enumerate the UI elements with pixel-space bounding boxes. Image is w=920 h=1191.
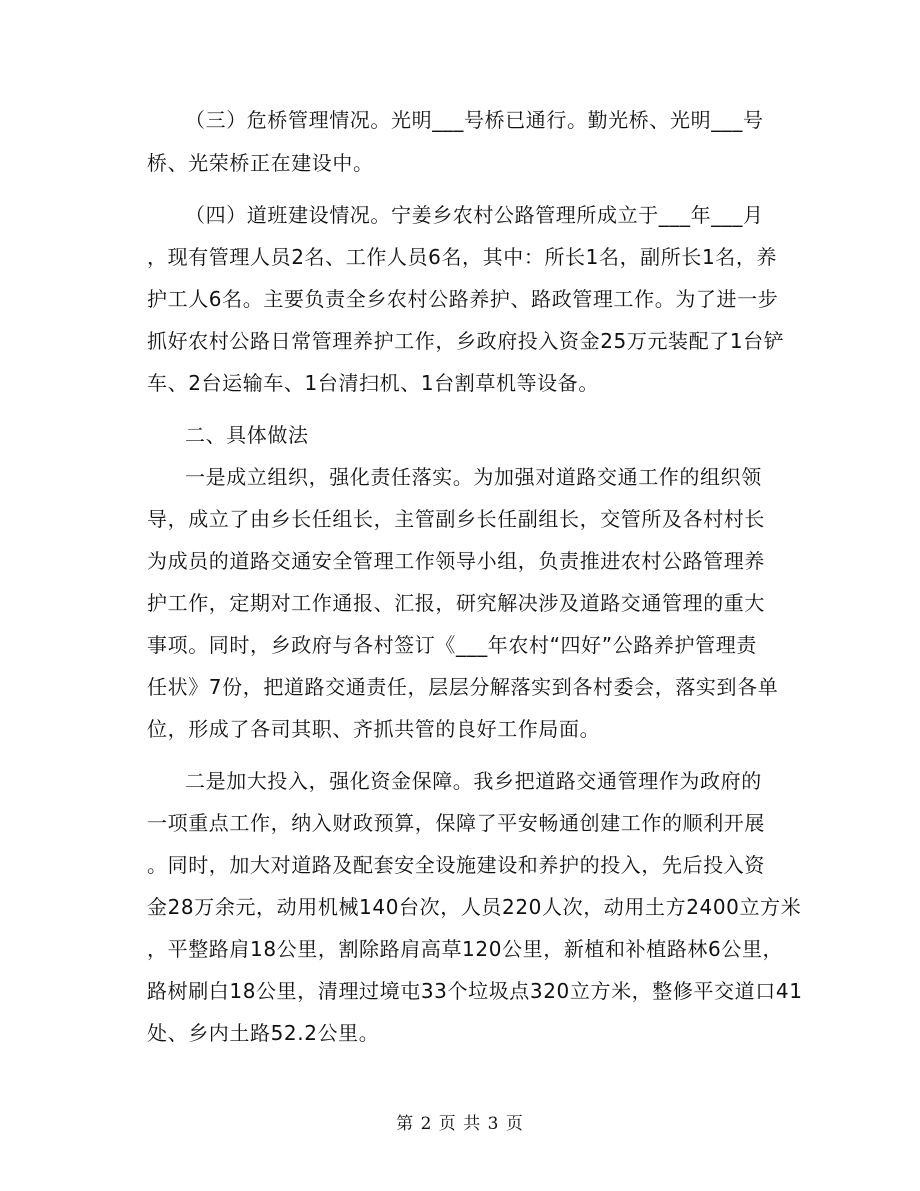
paragraph-line: 事项。同时，乡政府与各村签订《___年农村“四好”公路养护管理责 [147, 633, 757, 657]
paragraph-line: 护工作，定期对工作通报、汇报，研究解决涉及道路交通管理的重大 [147, 591, 765, 615]
paragraph-line: 路树刷白18公里，清理过境屯33个垃圾点320立方米，整修平交道口41 [147, 979, 803, 1003]
page-number-footer: 第 2 页 共 3 页 [396, 1114, 524, 1134]
paragraph-line: 护工人6名。主要负责全乡农村公路养护、路政管理工作。为了进一步 [147, 287, 779, 311]
paragraph-line: 二是加大投入，强化资金保障。我乡把道路交通管理作为政府的 [185, 769, 762, 793]
paragraph-line: （三）危桥管理情况。光明___号桥已通行。勤光桥、光明___号 [185, 108, 764, 132]
paragraph-line: 处、乡内土路52.2公里。 [147, 1021, 380, 1045]
paragraph-line: 金28万余元，动用机械140台次，人员220人次，动用土方2400立方米 [147, 895, 802, 919]
paragraph-line: ，现有管理人员2名、工作人员6名，其中：所长1名，副所长1名，养 [147, 245, 778, 269]
paragraph-line: 抓好农村公路日常管理养护工作，乡政府投入资金25万元装配了1台铲 [147, 329, 785, 353]
paragraph-line: 一是成立组织，强化责任落实。为加强对道路交通工作的组织领 [185, 465, 762, 489]
paragraph-line: 车、2台运输车、1台清扫机、1台割草机等设备。 [147, 371, 599, 395]
section-heading: 二、具体做法 [185, 423, 309, 447]
paragraph-line: 任状》7份，把道路交通责任，层层分解落实到各村委会，落实到各单 [147, 675, 779, 699]
paragraph-line: 为成员的道路交通安全管理工作领导小组，负责推进农村公路管理养 [147, 549, 765, 573]
paragraph-line: 。同时，加大对道路及配套安全设施建设和养护的投入，先后投入资 [147, 853, 765, 877]
paragraph-line: 位，形成了各司其职、齐抓共管的良好工作局面。 [147, 717, 601, 741]
paragraph-line: 桥、光荣桥正在建设中。 [147, 151, 374, 175]
paragraph-line: ，平整路肩18公里，割除路肩高草120公里，新植和补植路林6公里， [147, 937, 784, 961]
paragraph-line: （四）道班建设情况。宁姜乡农村公路管理所成立于___年___月 [185, 203, 764, 227]
paragraph-line: 一项重点工作，纳入财政预算，保障了平安畅通创建工作的顺利开展 [147, 811, 765, 835]
paragraph-line: 导，成立了由乡长任组长，主管副乡长任副组长，交管所及各村村长 [147, 507, 765, 531]
